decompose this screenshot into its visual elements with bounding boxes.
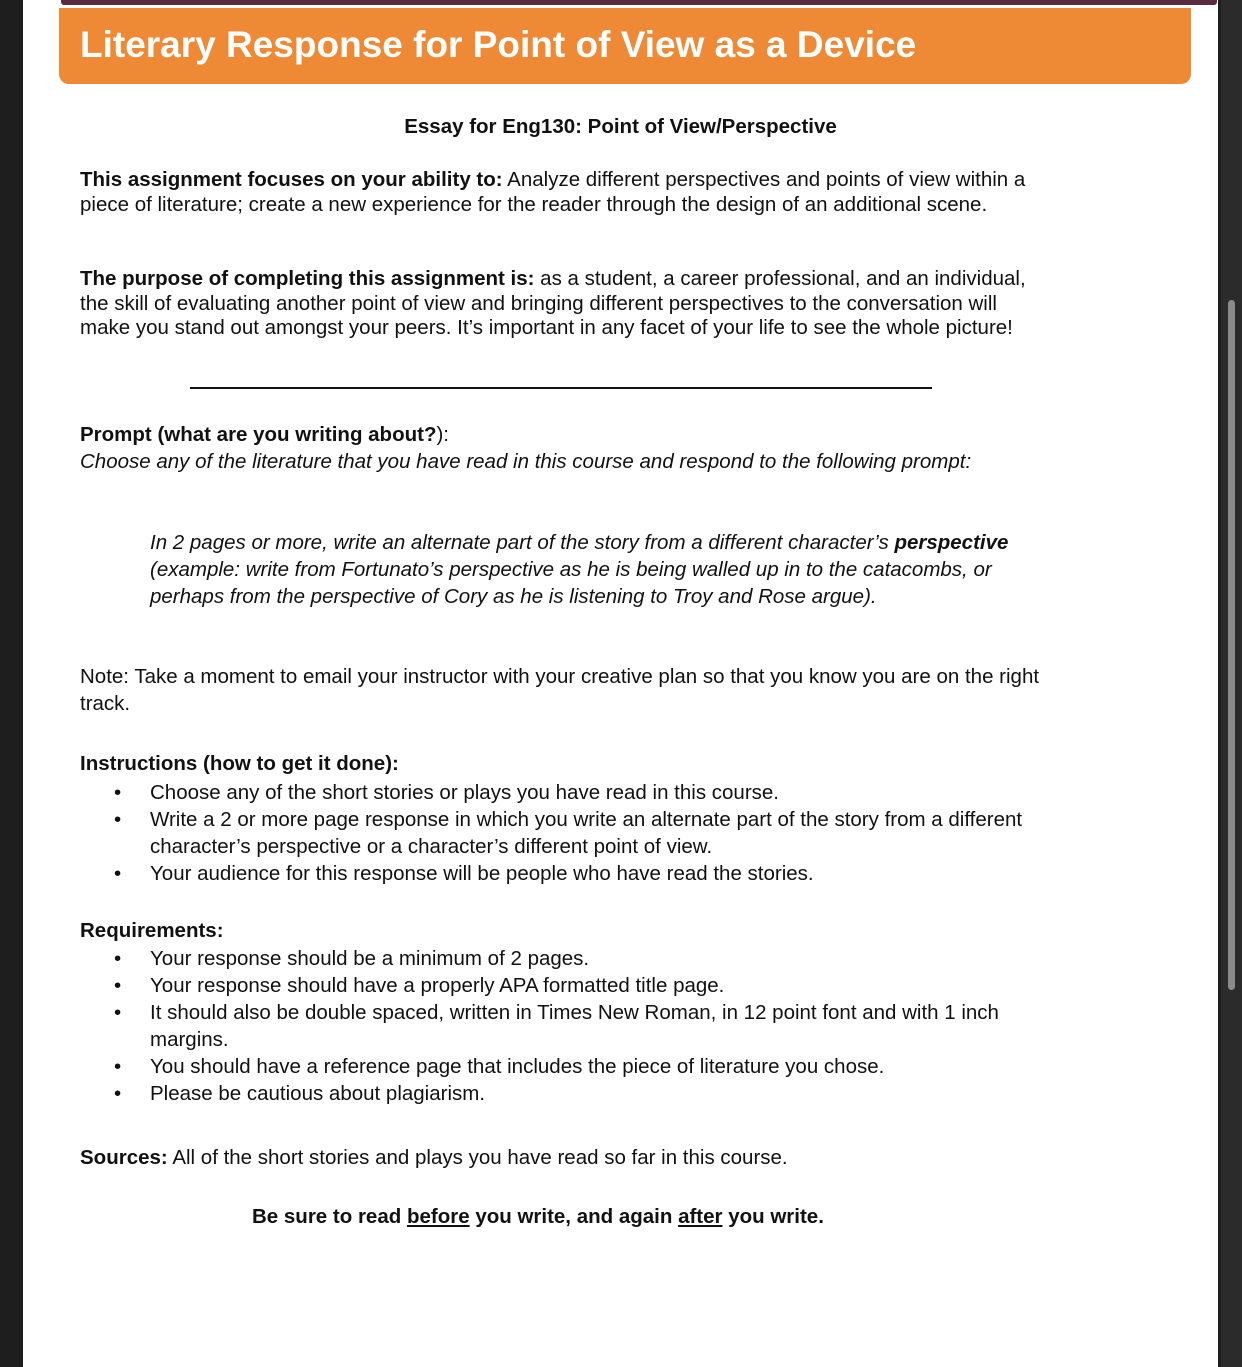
prompt-quote xyxy=(150,529,1050,610)
closing-after: after xyxy=(678,1205,723,1228)
focus-label: This assignment focuses on your ability to: xyxy=(80,168,503,191)
sources-label: Sources: xyxy=(80,1146,168,1169)
list-item: • Your response should have a properly APA formatted title page. xyxy=(80,972,1070,999)
prompt-quote-post: (example: write from Fortunato’s perspective as he is being walled up in to the catacombs, or perhaps from the perspective of Cory as he is listening to Troy and Rose argue). xyxy=(150,558,992,608)
closing-part1: Be sure to read xyxy=(252,1205,402,1228)
title-banner xyxy=(59,8,1191,84)
prompt-quote-pre: In 2 pages or more, write an alternate part of the story from a different character’s xyxy=(150,531,889,554)
note-paragraph: Note: Take a moment to email your instructor with your creative plan so that you know you are on the right track. xyxy=(80,665,1040,715)
list-item: • Write a 2 or more page response in which you write an alternate part of the story from a different character’s perspective or a character’s different point of view. xyxy=(80,806,1070,860)
closing-part2: you write, and again xyxy=(475,1205,673,1228)
prompt-intro: Choose any of the literature that you have read in this course and respond to the following prompt: xyxy=(80,450,972,473)
instructions-list xyxy=(80,779,1070,887)
prompt-quote-bold: perspective xyxy=(894,531,1009,554)
purpose-label: The purpose of completing this assignment is: xyxy=(80,267,535,290)
banner-title: Literary Response for Point of View as a Device xyxy=(80,24,917,65)
subtitle: Essay for Eng130: Point of View/Perspective xyxy=(404,115,837,138)
list-item: • Choose any of the short stories or plays you have read in this course. xyxy=(80,779,1070,806)
section-divider xyxy=(190,387,932,389)
prompt-heading-tail: ): xyxy=(436,423,450,446)
list-item: • It should also be double spaced, written in Times New Roman, in 12 point font and with 1 inch margins. xyxy=(80,999,1070,1053)
requirements-heading: Requirements: xyxy=(80,919,224,942)
focus-text: Analyze different perspectives and points of view within a piece of literature; create a new experience for the reader through the design of an additional scene. xyxy=(80,168,1026,216)
scrollbar-thumb[interactable] xyxy=(1228,300,1235,990)
scrollbar[interactable] xyxy=(1221,0,1242,1367)
list-item: • Your audience for this response will be people who have read the stories. xyxy=(80,860,1070,887)
purpose-text: as a student, a career professional, and an individual, the skill of evaluating another point of view and bringing different perspectives to the conversation will make you stand out amongst your peers. It’s important in any facet of your life to see the whole picture! xyxy=(80,267,1026,339)
prompt-heading-bold: Prompt (what are you writing about? xyxy=(80,423,437,446)
closing-line xyxy=(252,1203,824,1230)
top-rule xyxy=(61,0,1217,5)
list-item: • Please be cautious about plagiarism. xyxy=(80,1080,1070,1107)
list-item: • You should have a reference page that includes the piece of literature you chose. xyxy=(80,1053,1070,1080)
purpose-paragraph xyxy=(80,267,1040,341)
sources-text: All of the short stories and plays you have read so far in this course. xyxy=(172,1146,788,1169)
requirements-list xyxy=(80,945,1070,1107)
closing-before: before xyxy=(406,1205,470,1228)
instructions-heading: Instructions (how to get it done): xyxy=(80,752,399,775)
list-item: • Your response should be a minimum of 2 pages. xyxy=(80,945,1070,972)
closing-part3: you write. xyxy=(728,1205,824,1228)
document-page xyxy=(23,0,1218,1367)
prompt-heading xyxy=(80,421,1080,448)
sources-paragraph xyxy=(80,1144,1080,1171)
focus-paragraph xyxy=(80,168,1060,217)
